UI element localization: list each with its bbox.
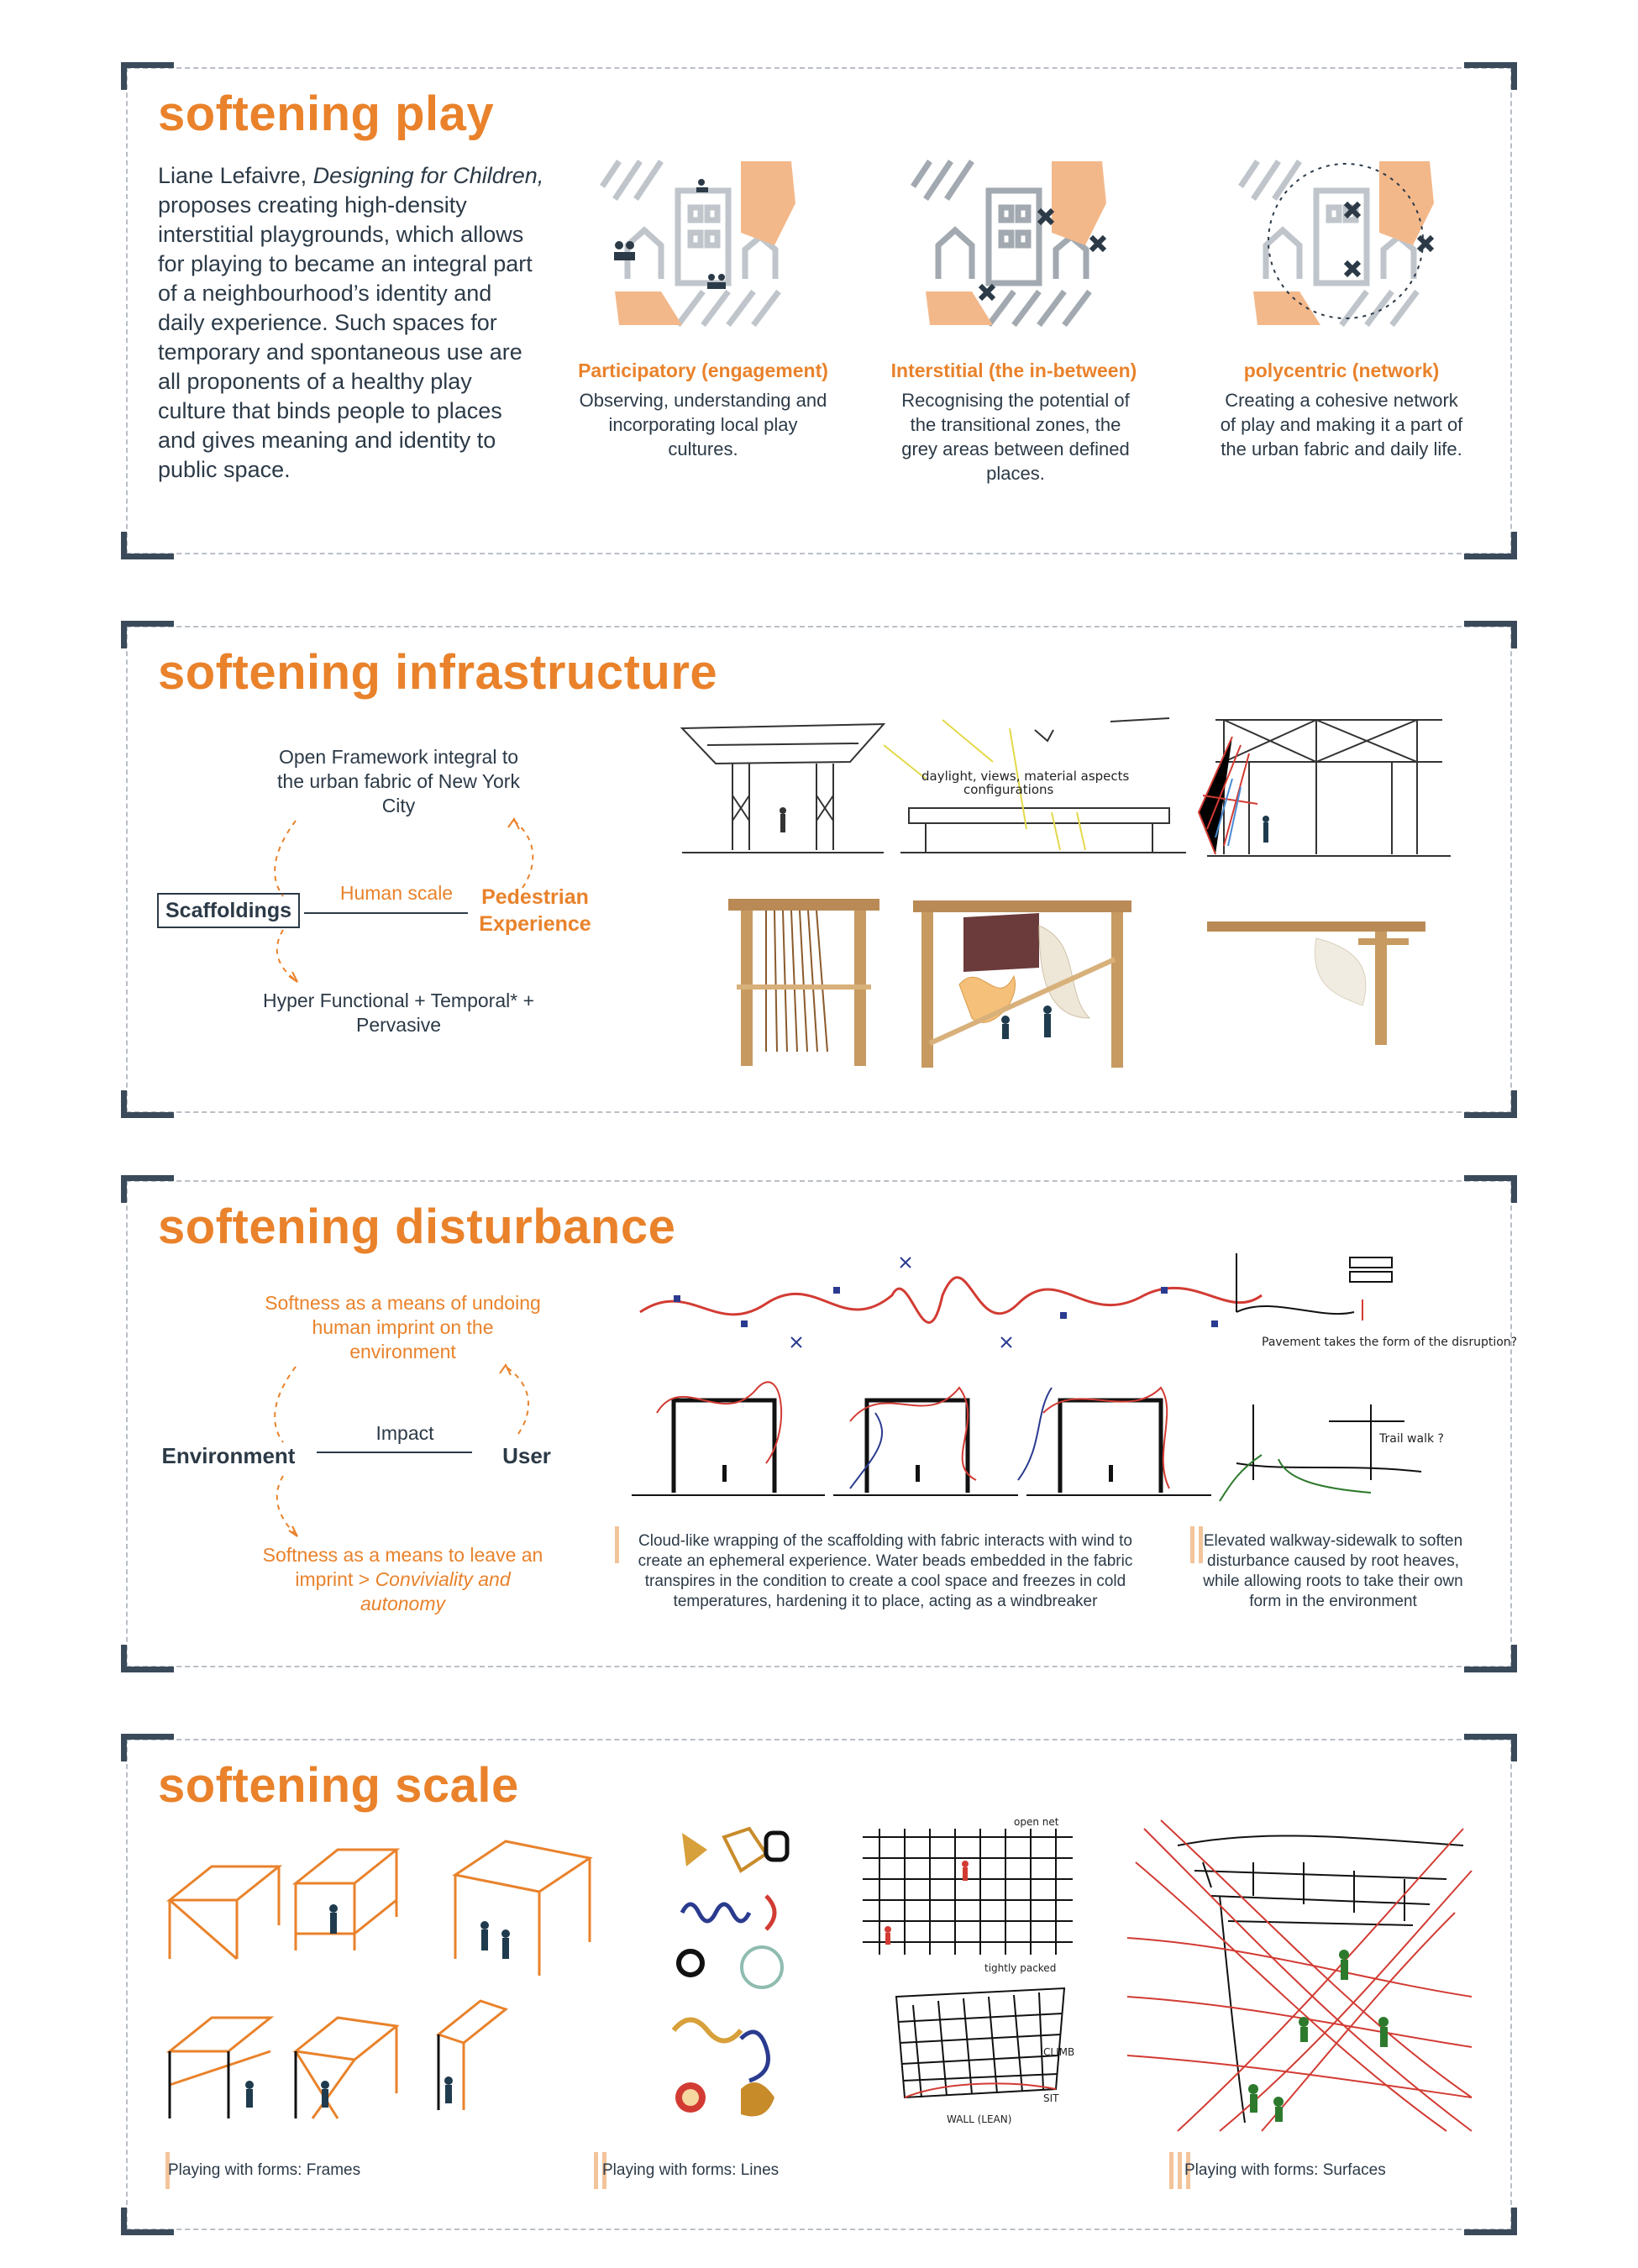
diagram-bottom-text bbox=[258, 1543, 548, 1616]
item-text: Observing, understanding and incorporating local play cultures. bbox=[579, 390, 827, 459]
panel-softening-scale bbox=[126, 1739, 1512, 2230]
panel-softening-disturbance bbox=[126, 1180, 1518, 1667]
intro-text: proposes creating high-density interstitial playgrounds, which allows for playing to became an integral part of a neighbourhood’s identity and daily experience. Such spaces for temporary and spontaneous use are all proponents of a healthy play culture that binds people to places and gives meaning and identity to public space. bbox=[158, 192, 533, 482]
panel-softening-infrastructure bbox=[126, 626, 1512, 1113]
net-grid-sketches bbox=[846, 1812, 1085, 2139]
section-title: softening play bbox=[158, 87, 495, 141]
frame-corner bbox=[1464, 2208, 1517, 2235]
orange-frames-drawing bbox=[153, 1833, 623, 2144]
diagram-right-text: Pedestrian Experience bbox=[479, 885, 591, 936]
fabric-wrapping-sketches bbox=[623, 1245, 1278, 1514]
diagram-top-text: Softness as a means of undoing human imprint on the environment bbox=[265, 1292, 541, 1362]
play-intro bbox=[158, 161, 544, 485]
walkway-sketch bbox=[1203, 1253, 1518, 1505]
diagram-right-text: User bbox=[502, 1443, 551, 1468]
sketch-note: CLIMB bbox=[1043, 2046, 1075, 2058]
sketch-note: configurations bbox=[963, 782, 1054, 797]
caption: Playing with forms: Lines bbox=[602, 2161, 780, 2179]
polycentric-map-icon bbox=[1241, 153, 1442, 329]
intro-author: Liane Lefaivre, bbox=[158, 163, 313, 188]
frame-corner bbox=[121, 1645, 174, 1672]
diagram-bottom-text: Hyper Functional + Temporal* + Pervasive bbox=[262, 990, 535, 1036]
frame-corner bbox=[1464, 1734, 1517, 1761]
scaffold-canopy-sketch bbox=[674, 711, 1194, 863]
item-heading: Interstitial (the in-between) bbox=[890, 360, 1137, 381]
section-title: softening infrastructure bbox=[158, 645, 718, 700]
wood-model-fabric bbox=[913, 892, 1131, 1068]
diagram-middle-text: Human scale bbox=[339, 882, 454, 904]
bottom-main: Softness as a means to leave an imprint > bbox=[262, 1544, 543, 1590]
scaffold-net-sketch bbox=[1199, 711, 1459, 863]
sketch-note: open net bbox=[1014, 1816, 1059, 1828]
sketch-note: SIT bbox=[1043, 2092, 1059, 2104]
wood-model-canopy bbox=[1207, 913, 1425, 1047]
sketch-note: tightly packed bbox=[984, 1962, 1057, 1974]
section-title: softening disturbance bbox=[158, 1200, 676, 1254]
participatory-map-icon bbox=[602, 153, 804, 329]
panel-softening-play bbox=[126, 67, 1512, 554]
frame-corner bbox=[1464, 62, 1517, 90]
wood-model-strings bbox=[728, 892, 879, 1068]
frame-corner bbox=[121, 532, 174, 559]
sketch-note: WALL (LEAN) bbox=[947, 2113, 1012, 2125]
frame-corner bbox=[1464, 1645, 1517, 1672]
cycle-diagram bbox=[254, 1350, 556, 1551]
item-heading: polycentric (network) bbox=[1243, 360, 1440, 381]
caption: Cloud-like wrapping of the scaffolding with fabric interacts with wind to create an ephemeral experience. Water beads embedded in the fabric transpires in the condition to create a cool space and freezes in cold temperatures, hardening it to place, acting as a windbreaker bbox=[638, 1532, 1133, 1610]
diagram-left-box: Scaffoldings bbox=[157, 893, 300, 928]
item-heading: Participatory (engagement) bbox=[578, 360, 828, 381]
caption: Playing with forms: Frames bbox=[168, 2161, 361, 2179]
frame-corner bbox=[1464, 1090, 1517, 1118]
bottom-em: Conviviality and autonomy bbox=[360, 1568, 511, 1614]
diagram-middle-text: Impact bbox=[375, 1422, 434, 1444]
diagram-left-text: Environment bbox=[161, 1443, 296, 1468]
caption: Elevated walkway-sidewalk to soften disturbance caused by root heaves, while allowing roots to take their own form in the environment bbox=[1203, 1532, 1463, 1610]
intro-book: Designing for Children, bbox=[312, 163, 544, 188]
surface-web-sketch bbox=[1127, 1812, 1480, 2139]
frame-corner bbox=[1464, 532, 1517, 559]
item-text: Creating a cohesive network of play and making it a part of the urban fabric and daily life. bbox=[1220, 390, 1463, 459]
item-text: Recognising the potential of the transitional zones, the grey areas between defined places. bbox=[901, 390, 1130, 484]
sketch-note: daylight, views, material aspects bbox=[921, 769, 1130, 784]
cycle-diagram bbox=[254, 804, 556, 997]
line-forms-photos bbox=[665, 1820, 800, 2148]
sketch-note: Trail walk ? bbox=[1379, 1432, 1444, 1446]
section-title: softening scale bbox=[158, 1758, 519, 1813]
interstitial-map-icon bbox=[913, 153, 1115, 329]
frame-corner bbox=[1464, 621, 1517, 648]
diagram-top-text: Open Framework integral to the urban fabric of New York City bbox=[277, 746, 520, 816]
frame-corner bbox=[121, 2208, 174, 2235]
caption: Playing with forms: Surfaces bbox=[1184, 2161, 1386, 2179]
frame-corner bbox=[1464, 1175, 1517, 1203]
frame-corner bbox=[121, 1090, 174, 1118]
sketch-note: Pavement takes the form of the disruption? bbox=[1262, 1336, 1518, 1349]
